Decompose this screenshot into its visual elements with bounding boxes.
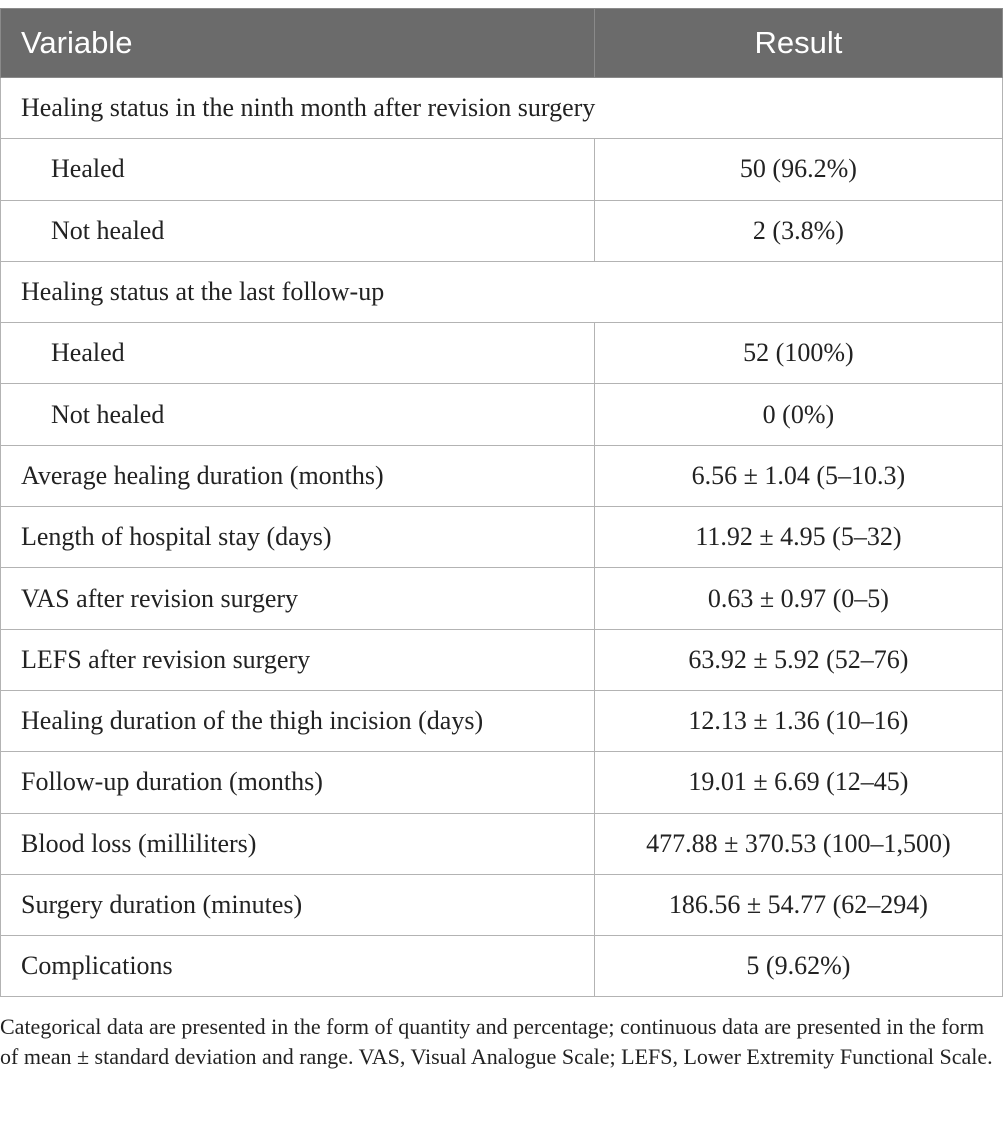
result-cell: 0.63 ± 0.97 (0–5)	[594, 568, 1002, 629]
table-row	[1, 445, 1003, 506]
variable-cell: Healing duration of the thigh incision (days)	[1, 690, 595, 751]
result-cell: 11.92 ± 4.95 (5–32)	[594, 507, 1002, 568]
sub-variable-cell: Not healed	[1, 200, 595, 261]
variable-cell: LEFS after revision surgery	[1, 629, 595, 690]
variable-cell: Length of hospital stay (days)	[1, 507, 595, 568]
variable-cell: Blood loss (milliliters)	[1, 813, 595, 874]
variable-column-header: Variable	[1, 9, 595, 78]
table-footnote: Categorical data are presented in the form of quantity and percentage; continuous data are presented in the form of mean ± standard deviation and range. VAS, Visual Analogue Scale; LEFS, Lower Extremity Functional Scale.	[0, 1014, 993, 1069]
result-cell: 0 (0%)	[594, 384, 1002, 445]
result-cell: 19.01 ± 6.69 (12–45)	[594, 752, 1002, 813]
result-column-header: Result	[594, 9, 1002, 78]
variable-cell: Average healing duration (months)	[1, 445, 595, 506]
table-row	[1, 384, 1003, 445]
group-label-cell: Healing status at the last follow-up	[1, 261, 1003, 322]
result-cell: 6.56 ± 1.04 (5–10.3)	[594, 445, 1002, 506]
table-row	[1, 200, 1003, 261]
group-label-cell: Healing status in the ninth month after revision surgery	[1, 78, 1003, 139]
table-row	[1, 690, 1003, 751]
table-row	[1, 323, 1003, 384]
sub-variable-cell: Not healed	[1, 384, 595, 445]
table-header-row	[1, 9, 1003, 78]
result-cell: 50 (96.2%)	[594, 139, 1002, 200]
table-row	[1, 568, 1003, 629]
result-cell: 5 (9.62%)	[594, 936, 1002, 997]
variable-cell: Complications	[1, 936, 595, 997]
table-row	[1, 813, 1003, 874]
table-group-row	[1, 261, 1003, 322]
result-cell: 12.13 ± 1.36 (10–16)	[594, 690, 1002, 751]
variable-cell: Follow-up duration (months)	[1, 752, 595, 813]
results-table	[0, 8, 1003, 997]
result-cell: 2 (3.8%)	[594, 200, 1002, 261]
sub-variable-cell: Healed	[1, 139, 595, 200]
table-body	[1, 78, 1003, 997]
table-group-row	[1, 78, 1003, 139]
result-cell: 477.88 ± 370.53 (100–1,500)	[594, 813, 1002, 874]
result-cell: 52 (100%)	[594, 323, 1002, 384]
table-row	[1, 139, 1003, 200]
variable-cell: VAS after revision surgery	[1, 568, 595, 629]
variable-cell: Surgery duration (minutes)	[1, 874, 595, 935]
result-cell: 63.92 ± 5.92 (52–76)	[594, 629, 1002, 690]
table-row	[1, 752, 1003, 813]
table-row	[1, 507, 1003, 568]
table-row	[1, 629, 1003, 690]
result-cell: 186.56 ± 54.77 (62–294)	[594, 874, 1002, 935]
sub-variable-cell: Healed	[1, 323, 595, 384]
table-row	[1, 874, 1003, 935]
table-row	[1, 936, 1003, 997]
